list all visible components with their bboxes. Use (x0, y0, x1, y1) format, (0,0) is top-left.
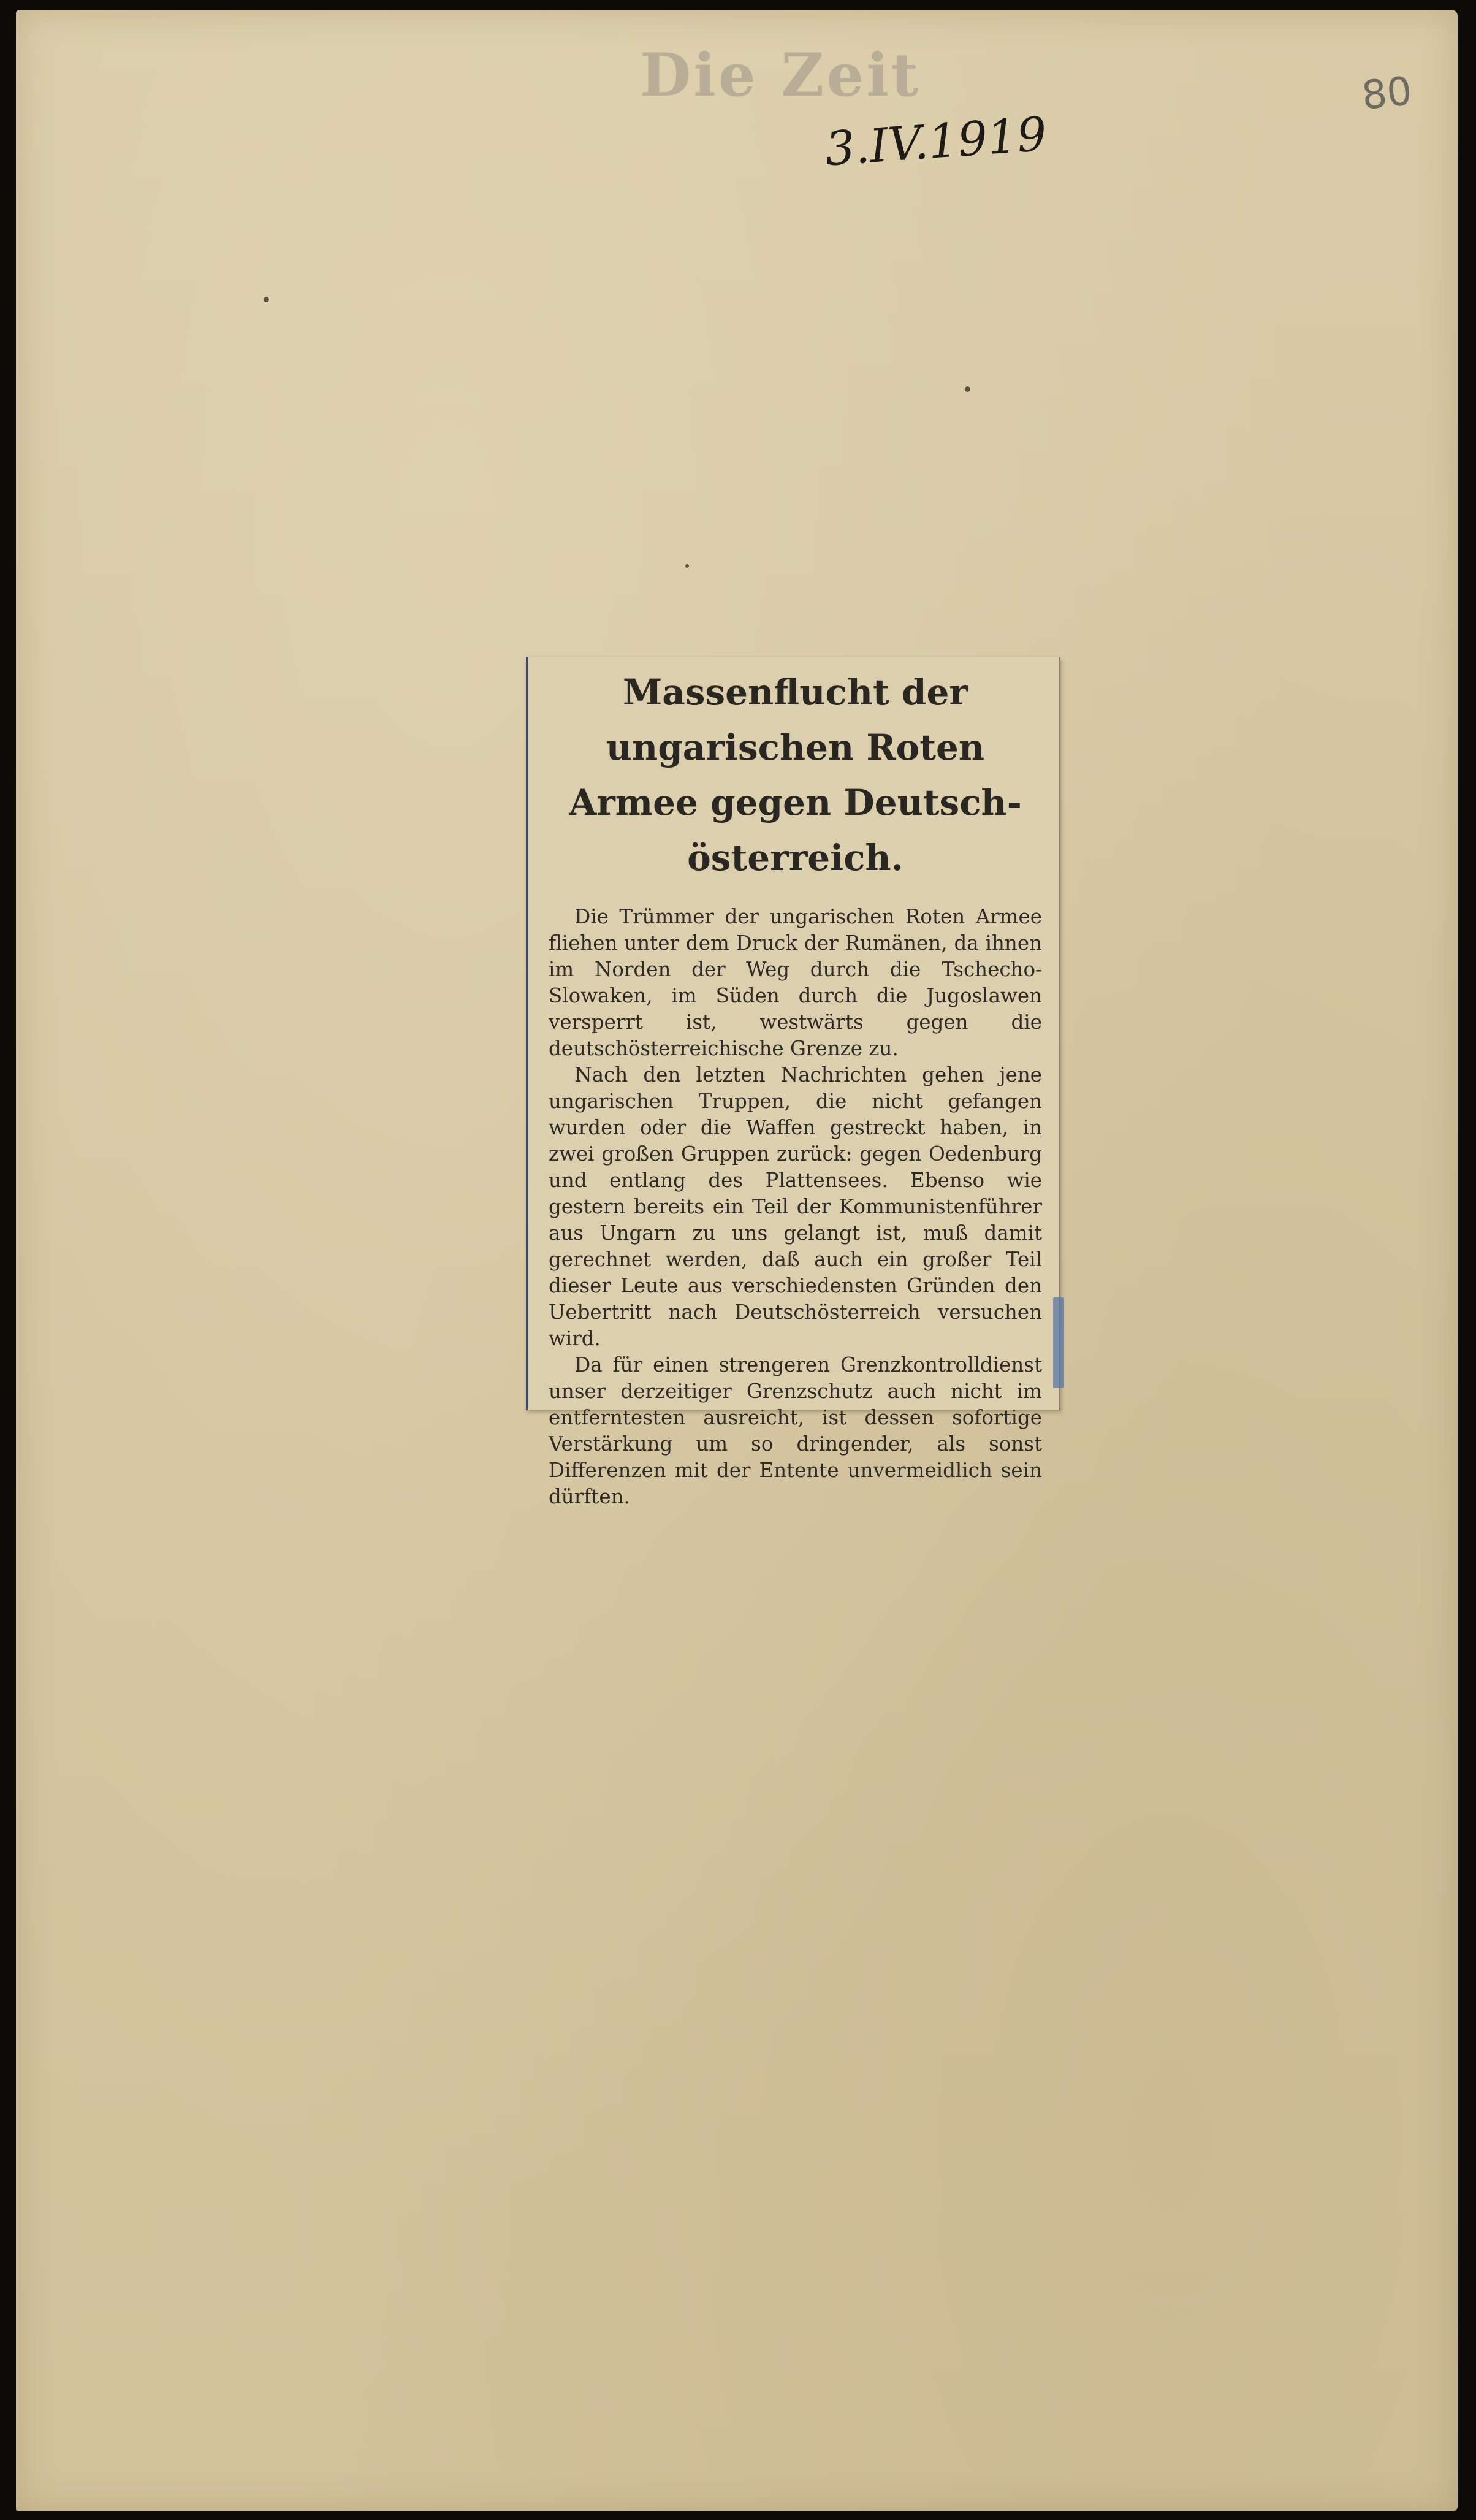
article-paragraph: Die Trümmer der ungarischen Roten Armee fliehen unter dem Druck der Rumänen, da ihnen im Norden der Weg durch die Tschecho-Slowaken, im Süden durch die Jugoslawen versperrt ist, westwärts gegen die deutschösterreichische Grenze zu. (549, 905, 1042, 1060)
newspaper-clipping (526, 657, 1060, 1508)
newspaper-stamp: Die Zeit (640, 40, 921, 110)
article-headline: Massenflucht der ungarischen Roten Armee gegen Deutsch-österreich. (569, 671, 1022, 879)
paper-spot (685, 564, 689, 568)
article-paragraph: Da für einen strengeren Grenzkontrolldienst unser derzeitiger Grenzschutz auch nicht im entferntesten ausreicht, ist dessen sofortige Verstärkung um so dringender, als sonst Differenzen mit der Entente unvermeidlich sein dürften. (549, 1353, 1042, 1508)
article-body (549, 904, 1042, 1510)
page-number: 80 (1360, 68, 1415, 120)
paper-spot (264, 297, 269, 302)
blue-pencil-mark (1053, 1297, 1064, 1388)
article-paragraph: Nach den letzten Nachrichten gehen jene ungarischen Truppen, die nicht gefangen wurden oder die Waffen gestreckt haben, in zwei großen Gruppen zurück: gegen Oedenburg und entlang des Plattensees. Ebenso wie gestern bereits ein Teil der Kommunistenführer aus Ungarn zu uns gelangt ist, muß damit gerechnet werden, daß auch ein großer Teil dieser Leute aus verschiedensten Gründen den Uebertritt nach Deutschösterreich versuchen wird. (549, 1063, 1042, 1350)
paper-spot (965, 386, 970, 392)
archive-sheet (16, 10, 1458, 2511)
handwritten-date: 3.IV.1919 (823, 106, 1049, 177)
